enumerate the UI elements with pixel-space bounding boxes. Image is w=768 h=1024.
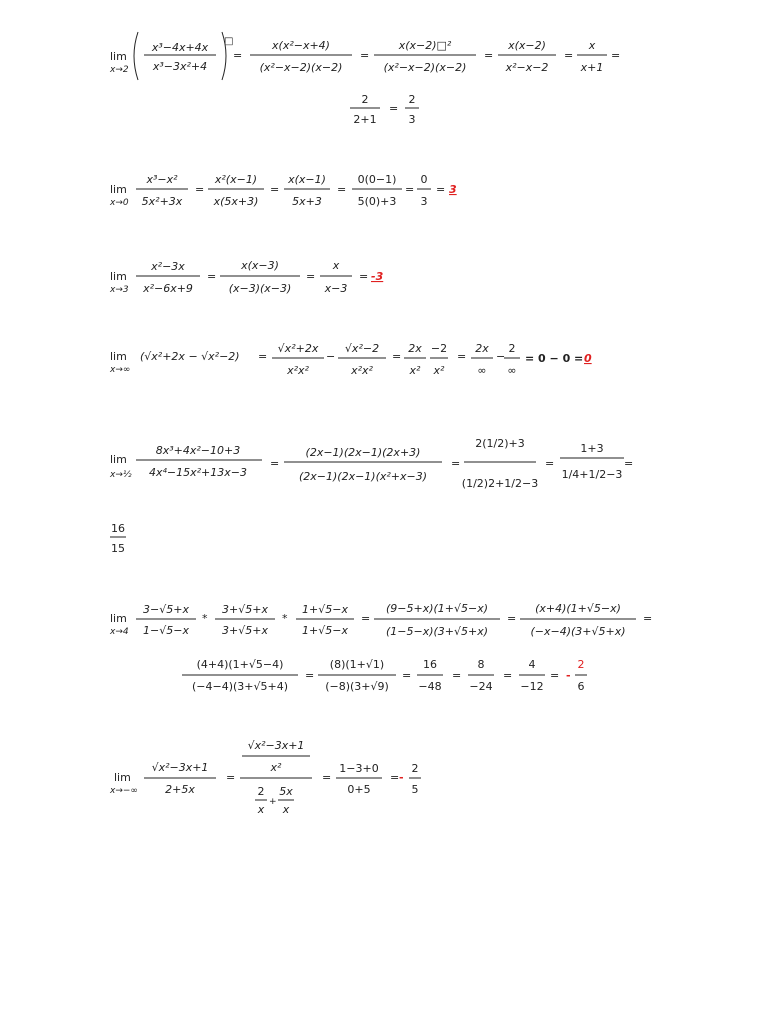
fraction-numerator: 3+√5+x <box>222 603 268 616</box>
equals-sign: = <box>306 270 316 283</box>
fraction-numerator: 2 <box>411 762 419 775</box>
lim-label: lim <box>110 183 127 196</box>
fraction-denominator: 0+5 <box>347 783 371 796</box>
equals-sign: = <box>507 612 517 625</box>
fraction-numerator: 2x <box>475 342 489 355</box>
fraction-numerator: (2x−1)(2x−1)(2x+3) <box>305 446 421 459</box>
fraction-denominator: 6 <box>577 680 585 693</box>
minus-sign: − <box>496 350 506 363</box>
equals-sign: = <box>270 457 280 470</box>
fraction-numerator: x <box>588 39 596 52</box>
limit-expression: (√x²+2x − √x²−2) <box>140 350 240 363</box>
fraction-denominator: (x−3)(x−3) <box>228 282 292 295</box>
negative-sign: - <box>399 771 404 784</box>
fraction-numerator: (8)(1+√1) <box>329 658 385 671</box>
fraction-numerator: 2x <box>408 342 422 355</box>
fraction-numerator: 1+3 <box>580 442 604 455</box>
equals-sign: = <box>564 49 574 62</box>
fraction-denominator: 2+1 <box>353 113 377 126</box>
fraction-denominator: x−3 <box>324 282 348 295</box>
equals-sign: = <box>389 102 399 115</box>
placeholder-box: □ <box>224 36 234 47</box>
fraction-denominator: x² <box>409 364 421 377</box>
lim-label: lim <box>110 453 127 466</box>
fraction-numerator: 2 <box>577 658 585 671</box>
lim-label: lim <box>110 612 127 625</box>
fraction-denominator: x(5x+3) <box>213 195 259 208</box>
equals-sign: = <box>643 612 653 625</box>
fraction-denominator: ∞ <box>507 364 517 377</box>
fraction-denominator: −12 <box>520 680 544 693</box>
fraction-numerator: 3−√5+x <box>143 603 189 616</box>
fraction-denominator: 5x²+3x <box>141 195 183 208</box>
lim-subscript: x→−∞ <box>110 786 138 796</box>
fraction-numerator: 8 <box>477 658 485 671</box>
lim-subscript: x→4 <box>110 627 129 637</box>
equals-sign: = <box>392 350 402 363</box>
fraction-denominator: x² <box>270 761 282 774</box>
lim-subscript: x→2 <box>110 65 129 75</box>
equals-sign: = <box>503 669 513 682</box>
lim-subscript: x→3 <box>110 285 129 295</box>
fraction-numerator: √x²+2x <box>277 342 319 355</box>
equals-sign: = <box>390 771 400 784</box>
fraction-numerator: 8x³+4x²−10+3 <box>155 444 241 457</box>
equals-sign: = <box>405 183 415 196</box>
fraction-numerator: √x²−3x+1 <box>247 739 305 752</box>
fraction-numerator: x³−x² <box>146 173 178 186</box>
fraction-numerator: (x+4)(1+√5−x) <box>535 602 621 615</box>
fraction-numerator: 2 <box>361 93 369 106</box>
fraction-numerator: 0(0−1) <box>357 173 397 186</box>
equals-sign: = <box>451 457 461 470</box>
fraction-denominator: 1−√5−x <box>143 624 189 637</box>
lim-label: lim <box>114 771 131 784</box>
fraction-denominator: (x²−x−2)(x−2) <box>259 61 343 74</box>
lim-subscript: x→∞ <box>110 365 131 375</box>
equals-sign: = <box>270 183 280 196</box>
equals-sign: = <box>361 612 371 625</box>
multiply-sign: * <box>202 612 208 625</box>
minus-sign: − <box>326 350 336 363</box>
fraction-denominator: (x²−x−2)(x−2) <box>383 61 467 74</box>
fraction-denominator: 1+√5−x <box>302 624 348 637</box>
fraction-numerator: 16 <box>111 522 125 535</box>
fraction-numerator: 1+√5−x <box>302 603 348 616</box>
fraction-denominator: x²x² <box>287 364 309 377</box>
result-text: = 0 − 0 = <box>525 352 584 365</box>
fraction-denominator: 3 <box>420 195 428 208</box>
fraction-denominator: (−x−4)(3+√5+x) <box>530 625 626 638</box>
equals-sign: = <box>402 669 412 682</box>
equals-sign: = <box>611 49 621 62</box>
fraction-denominator: −24 <box>469 680 493 693</box>
lim-label: lim <box>110 50 127 63</box>
fraction-denominator: (2x−1)(2x−1)(x²+x−3) <box>298 470 428 483</box>
fraction-denominator: 15 <box>111 542 125 555</box>
limit-problem-4 <box>109 342 592 377</box>
fraction-numerator: 0 <box>420 173 428 186</box>
equals-sign: = <box>457 350 467 363</box>
lim-subscript: x→0 <box>110 198 129 208</box>
fraction-numerator: 16 <box>423 658 437 671</box>
fraction-numerator: x <box>332 259 340 272</box>
equals-sign: = <box>233 49 243 62</box>
fraction-numerator: x³−4x+4x <box>151 41 209 54</box>
answer-highlight: 0 <box>584 352 592 365</box>
fraction-numerator: −2 <box>430 342 448 355</box>
fraction-denominator: x²x² <box>351 364 373 377</box>
limit-problem-5 <box>109 437 633 555</box>
equals-sign: = <box>305 669 315 682</box>
fraction-denominator: x+1 <box>580 61 604 74</box>
fraction-denominator: x³−3x²+4 <box>152 60 208 73</box>
fraction-numerator: 2 <box>408 93 416 106</box>
equals-sign: = <box>550 669 560 682</box>
fraction-numerator: x(x−2)□² <box>398 39 452 52</box>
fraction-numerator: x(x²−x+4) <box>272 39 330 52</box>
limit-problem-3 <box>109 259 384 295</box>
fraction-numerator: x²(x−1) <box>214 173 258 186</box>
fraction-numerator: √x²−2 <box>344 342 380 355</box>
fraction-denominator: ∞ <box>477 364 487 377</box>
fraction-numerator: √x²−3x+1 <box>151 761 209 774</box>
left-paren <box>134 32 138 80</box>
negative-sign: - <box>566 669 571 682</box>
fraction-numerator: (4+4)(1+√5−4) <box>196 658 284 671</box>
fraction-denominator: 3 <box>408 113 416 126</box>
fraction-denominator: x²−x−2 <box>505 61 549 74</box>
equals-sign: = <box>484 49 494 62</box>
fraction-denominator: (1−5−x)(3+√5+x) <box>385 625 489 638</box>
limit-problem-2 <box>109 173 457 208</box>
fraction-denominator: (1/2)2+1/2−3 <box>461 477 539 490</box>
equals-sign: = <box>545 457 555 470</box>
fraction-denominator: 2+5x <box>165 783 195 796</box>
fraction-numerator: x(x−1) <box>288 173 326 186</box>
equals-sign: = <box>452 669 462 682</box>
fraction-numerator: 2 <box>508 342 516 355</box>
fraction-denominator: −48 <box>418 680 442 693</box>
fraction-denominator: x²−6x+9 <box>143 282 193 295</box>
equals-sign: = <box>258 350 268 363</box>
multiply-sign: * <box>282 612 288 625</box>
equals-sign: = <box>624 457 634 470</box>
fraction-denominator: x² <box>433 364 445 377</box>
limit-problem-1 <box>109 32 620 126</box>
lim-subscript: x→½ <box>110 470 132 480</box>
equals-sign: = <box>360 49 370 62</box>
fraction-denominator: x <box>257 803 265 816</box>
equals-sign: = <box>359 270 369 283</box>
lim-label: lim <box>110 270 127 283</box>
fraction-denominator: x <box>282 803 290 816</box>
fraction-denominator: 3+√5+x <box>222 624 268 637</box>
fraction-numerator: 4 <box>528 658 536 671</box>
equals-sign: = <box>322 771 332 784</box>
fraction-numerator: 5x <box>279 785 293 798</box>
fraction-numerator: x²−3x <box>151 260 185 273</box>
fraction-denominator: 4x⁴−15x²+13x−3 <box>149 466 247 479</box>
equals-sign: = <box>337 183 347 196</box>
fraction-denominator: (−8)(3+√9) <box>325 680 389 693</box>
limit-problem-7 <box>109 739 421 816</box>
equals-sign: = <box>207 270 217 283</box>
fraction-numerator: 1−3+0 <box>339 762 379 775</box>
fraction-numerator: x(x−3) <box>241 259 279 272</box>
answer-highlight: 3 <box>449 183 457 196</box>
fraction-denominator: (−4−4)(3+√5+4) <box>191 680 289 693</box>
fraction-numerator: 2(1/2)+3 <box>475 437 525 450</box>
plus-sign: + <box>269 797 277 807</box>
limit-problem-6 <box>109 602 652 693</box>
fraction-denominator: 1/4+1/2−3 <box>561 468 623 481</box>
lim-label: lim <box>110 350 127 363</box>
fraction-denominator: 5(0)+3 <box>357 195 397 208</box>
fraction-numerator: x(x−2) <box>508 39 546 52</box>
equals-sign: = <box>195 183 205 196</box>
fraction-denominator: 5x+3 <box>292 195 322 208</box>
fraction-numerator: (9−5+x)(1+√5−x) <box>385 602 489 615</box>
fraction-denominator: 5 <box>411 783 419 796</box>
equals-sign: = <box>226 771 236 784</box>
equals-sign: = <box>436 183 446 196</box>
fraction-numerator: 2 <box>257 785 265 798</box>
answer-highlight: -3 <box>371 270 384 283</box>
